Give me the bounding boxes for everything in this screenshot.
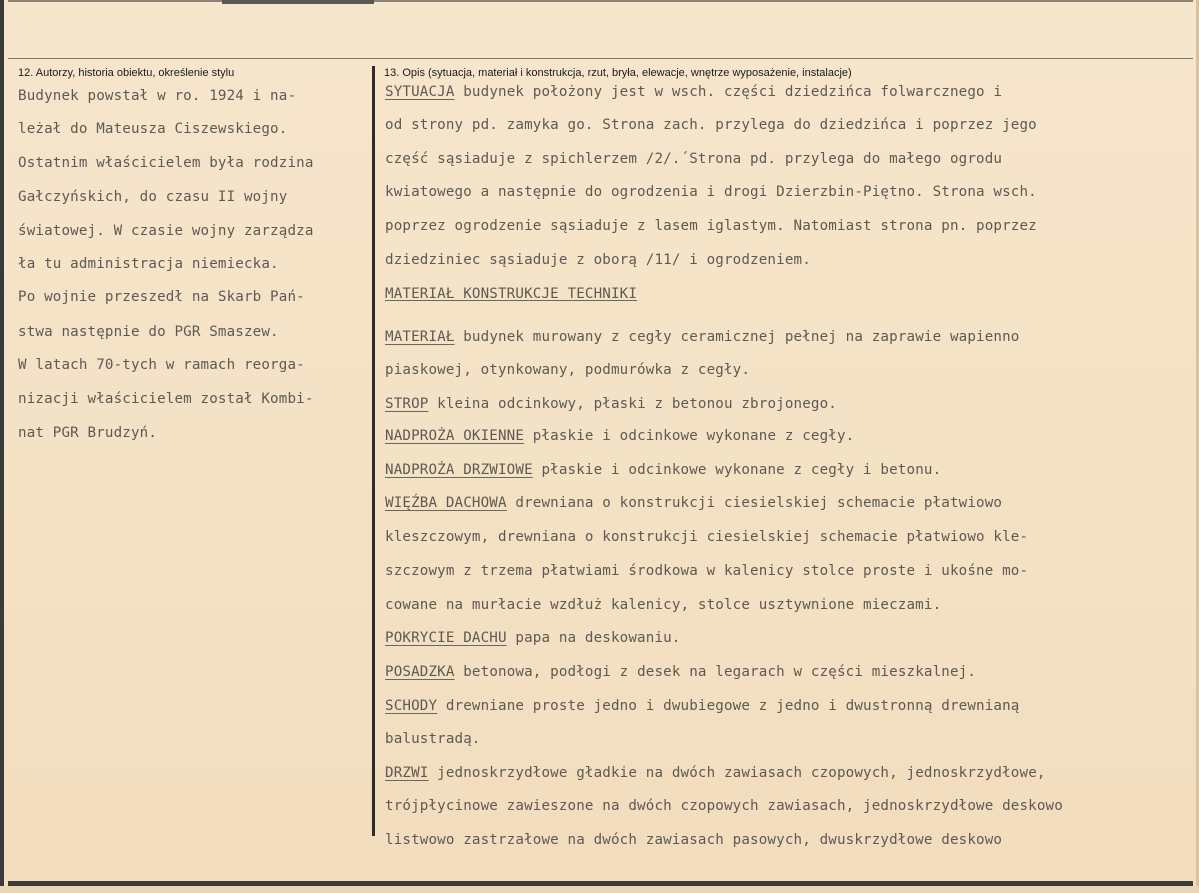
top-rule	[8, 0, 1193, 2]
description-line: od strony pd. zamyka go. Strona zach. przylega do dziedzińca i poprzez jego	[385, 117, 1037, 133]
description-line: MATERIAŁ budynek murowany z cegły ceramicznej pełnej na zaprawie wapienno	[385, 329, 1020, 345]
label-sytuacja: SYTUACJA	[385, 84, 455, 100]
description-line: STROP kleina odcinkowy, płaski z betonou zbrojonego.	[385, 396, 837, 412]
history-line: stwa następnie do PGR Smaszew.	[18, 324, 279, 340]
description-line: NADPROŻA OKIENNE płaskie i odcinkowe wykonane z cegły.	[385, 428, 855, 444]
description-line: poprzez ogrodzenie sąsiaduje z lasem iglastym. Natomiast strona pn. poprzez	[385, 218, 1037, 234]
description-line: POKRYCIE DACHU papa na deskowaniu.	[385, 630, 681, 646]
history-line: nizacji właścicielem został Kombi-	[18, 391, 314, 407]
description-line: część sąsiaduje z spichlerzem /2/.´Strona pd. przylega do małego ogrodu	[385, 151, 1003, 167]
description-line: SYTUACJA budynek położony jest w wsch. części dziedzińca folwarcznego i	[385, 84, 1003, 100]
label-nadproza-drzwiowe: NADPROŻA DRZWIOWE	[385, 462, 533, 478]
description-line: balustradą.	[385, 731, 481, 747]
label-material-konstrukcje: MATERIAŁ KONSTRUKCJE TECHNIKI	[385, 286, 638, 302]
label-nadproza-okienne: NADPROŻA OKIENNE	[385, 428, 525, 444]
description-line	[385, 286, 637, 302]
history-line: Budynek powstał w ro. 1924 i na-	[18, 88, 297, 104]
description-line: POSADZKA betonowa, podłogi z desek na legarach w części mieszkalnej.	[385, 664, 977, 680]
history-line: światowej. W czasie wojny zarządza	[18, 223, 314, 239]
history-line: leżał do Mateusza Ciszewskiego.	[18, 121, 288, 137]
bottom-strip	[0, 886, 1199, 893]
history-line: Gałczyńskich, do czasu II wojny	[18, 189, 288, 205]
history-line: W latach 70-tych w ramach reorga-	[18, 357, 305, 373]
section-12-header: 12. Autorzy, historia obiektu, określenie stylu	[18, 67, 235, 79]
history-line: ła tu administracja niemiecka.	[18, 256, 279, 272]
label-pokrycie-dachu: POKRYCIE DACHU	[385, 630, 507, 646]
label-wiezba-dachowa: WIĘŹBA DACHOWA	[385, 495, 507, 511]
description-line: cowane na murłacie wzdłuż kalenicy, stolce usztywnione mieczami.	[385, 597, 942, 613]
history-line: Ostatnim właścicielem była rodzina	[18, 155, 314, 171]
description-line: szczowym z trzema płatwiami środkowa w kalenicy stolce proste i ukośne mo-	[385, 563, 1029, 579]
label-material: MATERIAŁ	[385, 329, 455, 345]
description-line: kwiatowego a następnie do ogrodzenia i drogi Dzierzbin-Piętno. Strona wsch.	[385, 184, 1037, 200]
description-line: listwowo zastrzałowe na dwóch zawiasach pasowych, dwuskrzydłowe deskowo	[385, 832, 1003, 848]
card-left-edge	[0, 0, 4, 893]
label-posadzka: POSADZKA	[385, 664, 455, 680]
description-line: kleszczowym, drewniana o konstrukcji ciesielskiej schemacie płatwiowo kle-	[385, 529, 1029, 545]
description-line: NADPROŻA DRZWIOWE płaskie i odcinkowe wykonane z cegły i betonu.	[385, 462, 942, 478]
label-strop: STROP	[385, 396, 429, 412]
description-line: piaskowej, otynkowany, podmurówka z cegły.	[385, 362, 751, 378]
history-line: Po wojnie przeszedł na Skarb Pań-	[18, 289, 305, 305]
description-line: dziedziniec sąsiaduje z oborą /11/ i ogrodzeniem.	[385, 252, 811, 268]
description-line: DRZWI jednoskrzydłowe gładkie na dwóch zawiasach czopowych, jednoskrzydłowe,	[385, 765, 1046, 781]
description-line: WIĘŹBA DACHOWA drewniana o konstrukcji ciesielskiej schemacie płatwiowo	[385, 495, 1003, 511]
column-divider	[372, 66, 375, 836]
section-13-header: 13. Opis (sytuacja, materiał i konstrukcja, rzut, bryła, elewacje, wnętrze wyposażenie, instalacje)	[384, 67, 852, 79]
history-line: nat PGR Brudzyń.	[18, 425, 158, 441]
label-drzwi: DRZWI	[385, 765, 429, 781]
label-schody: SCHODY	[385, 698, 438, 714]
description-line: trójpłycinowe zawieszone na dwóch czopowych zawiasach, jednoskrzydłowe deskowo	[385, 798, 1063, 814]
top-tab-mark	[222, 0, 374, 4]
description-line: SCHODY drewniane proste jedno i dwubiegowe z jedno i dwustronną drewnianą	[385, 698, 1020, 714]
header-rule	[8, 58, 1193, 59]
